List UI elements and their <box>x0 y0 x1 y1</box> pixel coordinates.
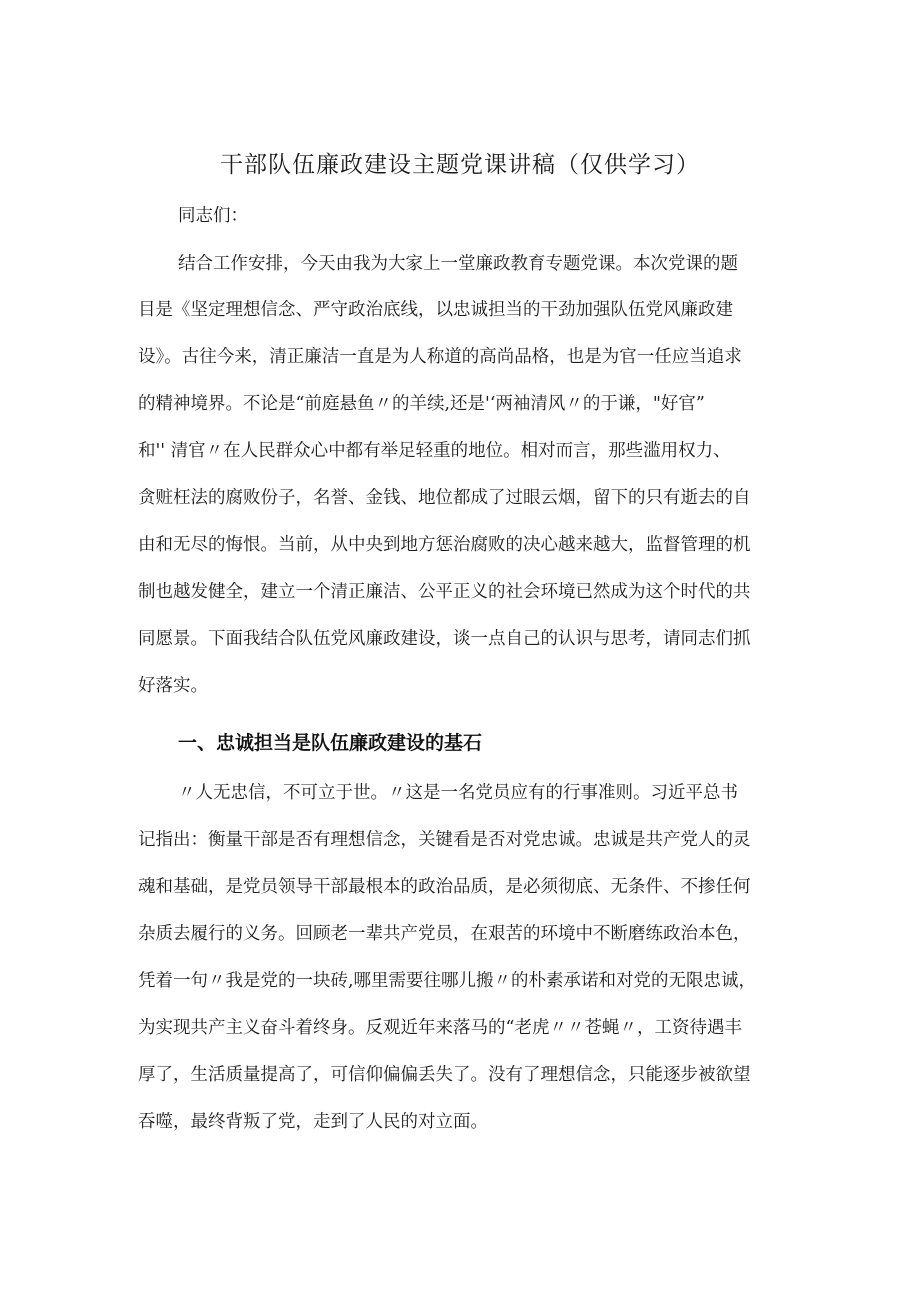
paragraph-line: 制也越发健全，建立一个清正廉洁、公平正义的社会环境已然成为这个时代的共 <box>138 582 751 602</box>
paragraph-line: 为实现共产主义奋斗着终身。反观近年来落马的“老虎〃〃苍蝇〃，工资待遇丰 <box>138 1018 742 1038</box>
paragraph-line: 结合工作安排，今天由我为大家上一堂廉政教育专题党课。本次党课的题 <box>178 254 738 274</box>
paragraph-line: 〃人无忠信，不可立于世。〃这是一名党员应有的行事准则。习近平总书 <box>178 783 738 803</box>
salutation: 同志们： <box>178 206 248 226</box>
paragraph-line: 同愿景。下面我结合队伍党风廉政建设，谈一点自己的认识与思考，请同志们抓 <box>138 629 751 649</box>
paragraph-line: 好落实。 <box>138 676 208 696</box>
paragraph-line: 吞噬，最终背叛了党，走到了人民的对立面。 <box>138 1112 488 1132</box>
paragraph-line: 目是《坚定理想信念、严守政治底线，以忠诚担当的干劲加强队伍党风廉政建 <box>138 300 733 320</box>
paragraph-line: 的精神境界。不论是“前庭悬鱼〃的羊续,还是'‘两袖清风〃的于谦，"好官” <box>138 394 705 414</box>
paragraph-line: 凭着一句〃我是党的一块砖,哪里需要往哪儿搬〃的朴素承诺和对党的无限忠诚， <box>138 971 757 991</box>
paragraph-line: 杂质去履行的义务。回顾老一辈共产党员，在艰苦的环境中不断磨练政治本色， <box>138 924 751 944</box>
paragraph-line: 由和无尽的悔恨。当前，从中央到地方惩治腐败的决心越来越大，监督管理的机 <box>138 535 751 555</box>
paragraph-line: 贪赃枉法的腐败份子，名誉、金钱、地位都成了过眼云烟，留下的只有逝去的自 <box>138 488 751 508</box>
paragraph-line: 记指出：衡量干部是否有理想信念，关键看是否对党忠诚。忠诚是共产党人的灵 <box>138 830 751 850</box>
document-title: 干部队伍廉政建设主题党课讲稿（仅供学习） <box>220 152 700 178</box>
section-heading: 一、忠诚担当是队伍廉政建设的基石 <box>178 732 483 754</box>
paragraph-line: 魂和基础，是党员领导干部最根本的政治品质，是必须彻底、无条件、不掺任何 <box>138 877 751 897</box>
paragraph-line: 厚了，生活质量提高了，可信仰偏偏丢失了。没有了理想信念，只能逐步被欲望 <box>138 1065 751 1085</box>
paragraph-line: 设》。古往今来，清正廉洁一直是为人称道的高尚品格，也是为官一任应当追求 <box>138 347 742 367</box>
paragraph-line: 和'' 清官〃在人民群众心中都有举足轻重的地位。相对而言，那些滥用权力、 <box>138 441 731 461</box>
